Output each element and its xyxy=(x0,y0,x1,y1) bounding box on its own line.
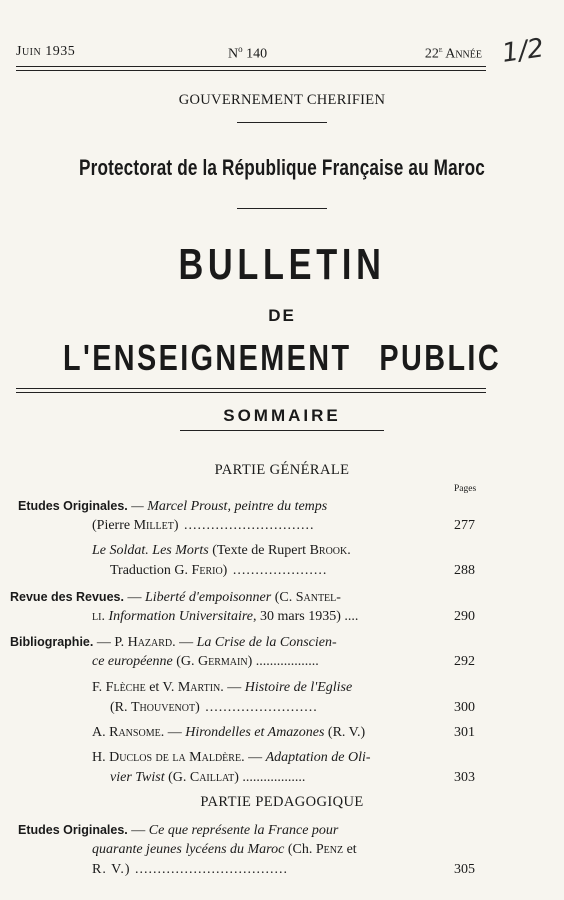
issue-date: Juin 1935 xyxy=(16,44,76,59)
protectorat-title: Protectorat de la République Française au Maroc xyxy=(79,155,485,180)
page-number: 288 xyxy=(454,563,475,578)
page-number: 290 xyxy=(454,609,475,624)
handwritten-annotation: 1/2 xyxy=(500,33,546,69)
toc-entry-line: ce européenne (G. Germain) .................. xyxy=(92,654,319,669)
issue-number: $N^o$ 140 xyxy=(228,44,268,62)
toc-entry-line: Traduction G. Ferio) ..................... xyxy=(110,563,328,578)
page-number: 305 xyxy=(454,862,475,877)
divider xyxy=(237,122,327,123)
sommaire-heading: SOMMAIRE xyxy=(223,406,341,425)
toc-entry-line: (R. Thouvenot) ......................... xyxy=(110,700,318,715)
divider xyxy=(180,430,384,431)
page-number: 303 xyxy=(454,770,475,785)
page-number: 301 xyxy=(454,725,475,740)
toc-entry-line: Le Soldat. Les Morts (Texte de Rupert Brook. xyxy=(92,543,351,558)
page-number: 292 xyxy=(454,654,475,669)
page-number: 300 xyxy=(454,700,475,715)
partie-generale-heading: PARTIE GÉNÉRALE xyxy=(214,462,350,478)
bulletin-title: BULLETIN xyxy=(178,240,386,289)
toc-entry-line: Bibliographie. — P. Hazard. — La Crise de la Conscien- xyxy=(10,635,337,650)
toc-entry-line: A. Ransome. — Hirondelles et Amazones (R. V.) xyxy=(92,725,366,740)
toc-entry-line: li. Information Universitaire, 30 mars 1935) .... xyxy=(92,609,359,624)
issue-header xyxy=(16,44,482,66)
enseignement-title: L'ENSEIGNEMENT PUBLIC xyxy=(62,337,502,378)
toc-entry-line: Revue des Revues. — Liberté d'empoisonner (C. Santel- xyxy=(10,590,341,605)
partie-pedagogique-heading: PARTIE PEDAGOGIQUE xyxy=(200,794,364,810)
title-rule xyxy=(16,388,486,393)
toc-entry-line: F. Flèche et V. Martin. — Histoire de l'Eglise xyxy=(92,680,353,695)
toc-entry-line: R. V.) .................................. xyxy=(92,862,289,877)
de-title: DE xyxy=(268,306,296,325)
page-number: 277 xyxy=(454,518,475,533)
government-title: GOUVERNEMENT CHERIFIEN xyxy=(178,92,386,108)
divider xyxy=(237,208,327,209)
toc-entry-line: H. Duclos de la Maldère. — Adaptation de Oli- xyxy=(92,750,371,765)
toc-entry-line: Etudes Originales. — Ce que représente la France pour xyxy=(18,823,339,838)
toc-entry-line: (Pierre Millet) ............................. xyxy=(92,518,315,533)
toc-entry-line: Etudes Originales. — Marcel Proust, peintre du temps xyxy=(18,499,328,514)
toc-entry-line: vier Twist (G. Caillat) .................. xyxy=(110,770,306,785)
issue-year: 22e Année xyxy=(424,44,482,62)
pages-label: Pages xyxy=(454,484,477,494)
header-rule xyxy=(16,66,486,71)
toc-entry-line: quarante jeunes lycéens du Maroc (Ch. Penz et xyxy=(92,842,357,857)
